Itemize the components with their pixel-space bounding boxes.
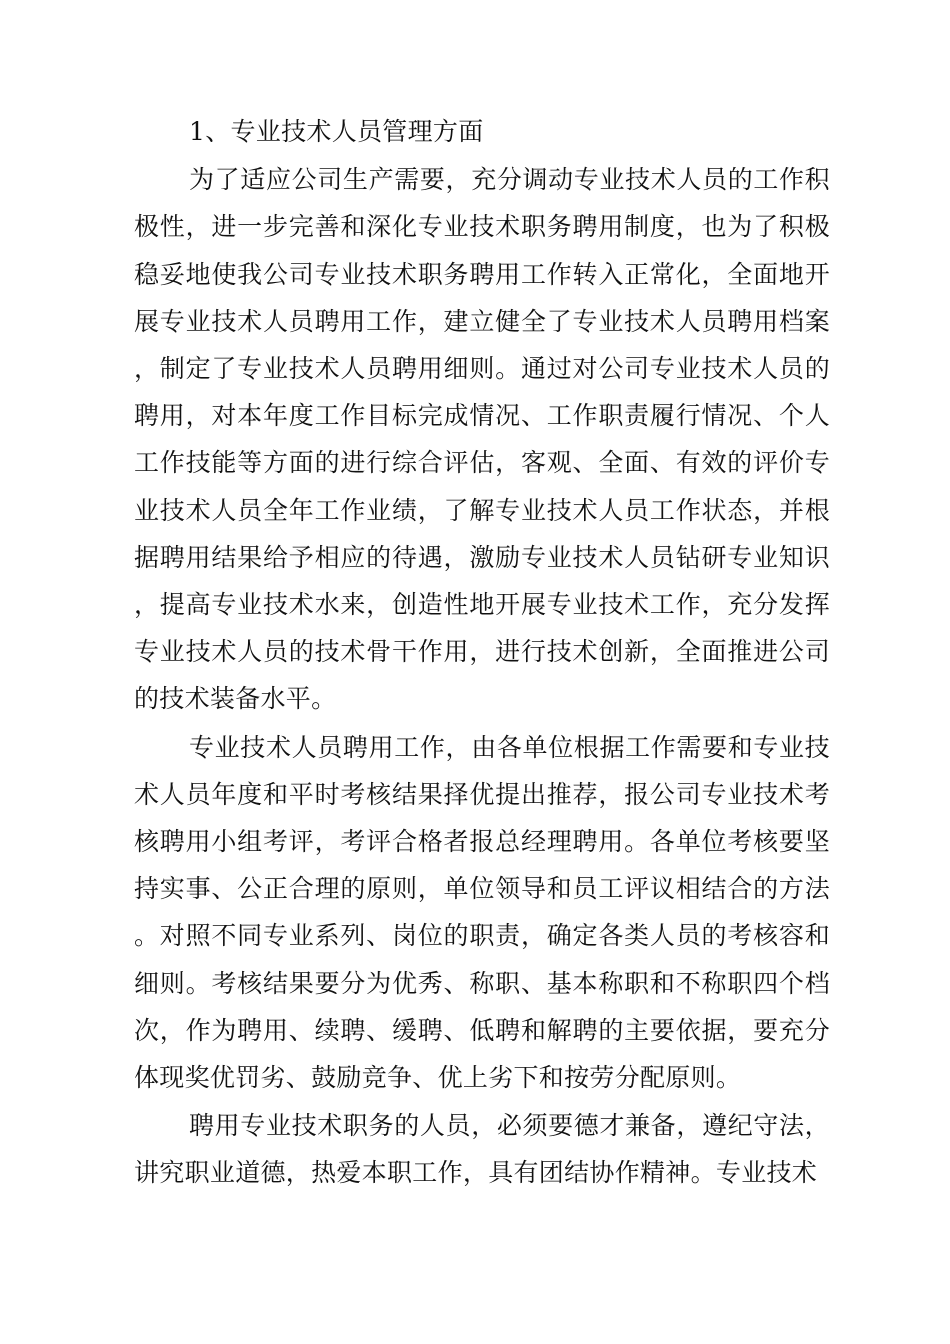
section-heading: 1、专业技术人员管理方面 <box>189 117 484 146</box>
paragraph-3: 聘用专业技术职务的人员，必须要德才兼备，遵纪守法，讲究职业道德，热爱本职工作，具有团结协作精神。专业技术 <box>134 1111 830 1188</box>
document-body <box>134 108 830 1198</box>
paragraph-1: 为了适应公司生产需要，充分调动专业技术人员的工作积极性，进一步完善和深化专业技术职务聘用制度，也为了积极稳妥地使我公司专业技术职务聘用工作转入正常化，全面地开展专业技术人员聘用工作，建立健全了专业技术人员聘用档案，制定了专业技术人员聘用细则。通过对公司专业技术人员的聘用，对本年度工作目标完成情况、工作职责履行情况、个人工作技能等方面的进行综合评估，客观、全面、有效的评价专业技术人员全年工作业绩，了解专业技术人员工作状态，并根据聘用结果给予相应的待遇，激励专业技术人员钻研专业知识，提高专业技术水来，创造性地开展专业技术工作，充分发挥专业技术人员的技术骨干作用，进行技术创新，全面推进公司的技术装备水平。 <box>134 165 830 714</box>
paragraph-2: 专业技术人员聘用工作，由各单位根据工作需要和专业技术人员年度和平时考核结果择优提出推荐，报公司专业技术考核聘用小组考评，考评合格者报总经理聘用。各单位考核要坚持实事、公正合理的原则，单位领导和员工评议相结合的方法。对照不同专业系列、岗位的职责，确定各类人员的考核容和细则。考核结果要分为优秀、称职、基本称职和不称职四个档次，作为聘用、续聘、缓聘、低聘和解聘的主要依据，要充分体现奖优罚劣、鼓励竞争、优上劣下和按劳分配原则。 <box>134 732 830 1093</box>
